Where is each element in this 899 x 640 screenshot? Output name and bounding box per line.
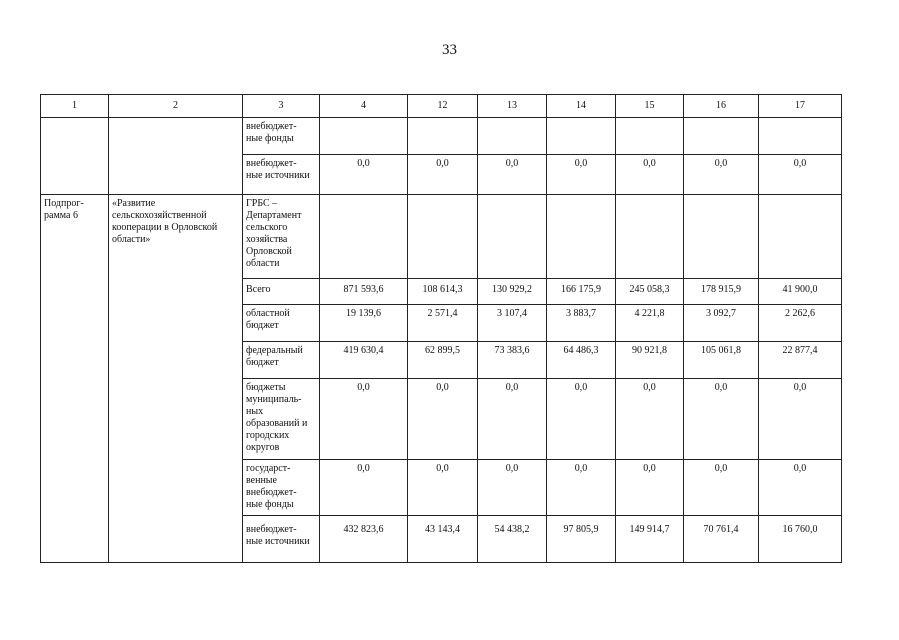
value-cell: 73 383,6: [478, 342, 547, 379]
value-cell: [478, 118, 547, 155]
value-cell: 16 760,0: [759, 516, 842, 563]
subprogram-code: Подпрог- рамма 6: [41, 195, 109, 563]
column-header: 13: [478, 95, 547, 118]
value-cell: [684, 195, 759, 279]
value-cell: 178 915,9: [684, 279, 759, 305]
value-cell: 0,0: [547, 155, 616, 195]
value-cell: [547, 195, 616, 279]
table-row: [41, 195, 842, 279]
value-cell: 22 877,4: [759, 342, 842, 379]
column-header: 1: [41, 95, 109, 118]
value-cell: 0,0: [759, 460, 842, 516]
value-cell: 54 438,2: [478, 516, 547, 563]
value-cell: 871 593,6: [320, 279, 408, 305]
value-cell: 166 175,9: [547, 279, 616, 305]
column-header: 15: [616, 95, 684, 118]
value-cell: 4 221,8: [616, 305, 684, 342]
source-label: федеральный бюджет: [243, 342, 320, 379]
value-cell: [320, 118, 408, 155]
value-cell: 0,0: [547, 379, 616, 460]
source-label: внебюджет- ные фонды: [243, 118, 320, 155]
value-cell: [478, 195, 547, 279]
column-header: 3: [243, 95, 320, 118]
value-cell: 43 143,4: [408, 516, 478, 563]
value-cell: [616, 118, 684, 155]
value-cell: 90 921,8: [616, 342, 684, 379]
code-cell: [41, 118, 109, 195]
value-cell: 0,0: [408, 155, 478, 195]
value-cell: 245 058,3: [616, 279, 684, 305]
value-cell: 0,0: [616, 155, 684, 195]
value-cell: 0,0: [478, 379, 547, 460]
column-header: 16: [684, 95, 759, 118]
value-cell: 0,0: [684, 460, 759, 516]
value-cell: 419 630,4: [320, 342, 408, 379]
value-cell: 0,0: [320, 460, 408, 516]
value-cell: 97 805,9: [547, 516, 616, 563]
value-cell: 41 900,0: [759, 279, 842, 305]
value-cell: 105 061,8: [684, 342, 759, 379]
page-number: 33: [442, 42, 457, 58]
source-label: государст- венные внебюджет- ные фонды: [243, 460, 320, 516]
source-label: ГРБС – Департамент сельского хозяйства Орловской области: [243, 195, 320, 279]
source-label: внебюджет- ные источники: [243, 516, 320, 563]
value-cell: 0,0: [478, 460, 547, 516]
value-cell: 0,0: [759, 155, 842, 195]
value-cell: 432 823,6: [320, 516, 408, 563]
value-cell: 0,0: [616, 379, 684, 460]
value-cell: 64 486,3: [547, 342, 616, 379]
value-cell: 0,0: [320, 155, 408, 195]
value-cell: 19 139,6: [320, 305, 408, 342]
value-cell: [759, 195, 842, 279]
value-cell: [408, 195, 478, 279]
value-cell: [408, 118, 478, 155]
budget-table: [40, 94, 842, 563]
value-cell: 130 929,2: [478, 279, 547, 305]
value-cell: 108 614,3: [408, 279, 478, 305]
value-cell: 0,0: [478, 155, 547, 195]
value-cell: [320, 195, 408, 279]
value-cell: 0,0: [616, 460, 684, 516]
value-cell: [759, 118, 842, 155]
column-header: 2: [109, 95, 243, 118]
value-cell: 3 092,7: [684, 305, 759, 342]
value-cell: 0,0: [408, 379, 478, 460]
value-cell: 2 571,4: [408, 305, 478, 342]
table-header-row: [41, 95, 842, 118]
value-cell: 3 883,7: [547, 305, 616, 342]
table-row: [41, 118, 842, 155]
column-header: 14: [547, 95, 616, 118]
source-label: Всего: [243, 279, 320, 305]
column-header: 12: [408, 95, 478, 118]
column-header: 17: [759, 95, 842, 118]
value-cell: 0,0: [684, 379, 759, 460]
source-label: внебюджет- ные источники: [243, 155, 320, 195]
name-cell: [109, 118, 243, 195]
value-cell: 0,0: [759, 379, 842, 460]
value-cell: 149 914,7: [616, 516, 684, 563]
value-cell: [684, 118, 759, 155]
source-label: областной бюджет: [243, 305, 320, 342]
source-label: бюджеты муниципаль- ных образований и городских округов: [243, 379, 320, 460]
value-cell: 0,0: [408, 460, 478, 516]
value-cell: 3 107,4: [478, 305, 547, 342]
value-cell: 0,0: [684, 155, 759, 195]
subprogram-name: «Развитие сельскохозяйственной кооперации в Орловской области»: [109, 195, 243, 563]
value-cell: 62 899,5: [408, 342, 478, 379]
column-header: 4: [320, 95, 408, 118]
value-cell: [616, 195, 684, 279]
value-cell: 0,0: [547, 460, 616, 516]
value-cell: [547, 118, 616, 155]
value-cell: 70 761,4: [684, 516, 759, 563]
value-cell: 0,0: [320, 379, 408, 460]
value-cell: 2 262,6: [759, 305, 842, 342]
